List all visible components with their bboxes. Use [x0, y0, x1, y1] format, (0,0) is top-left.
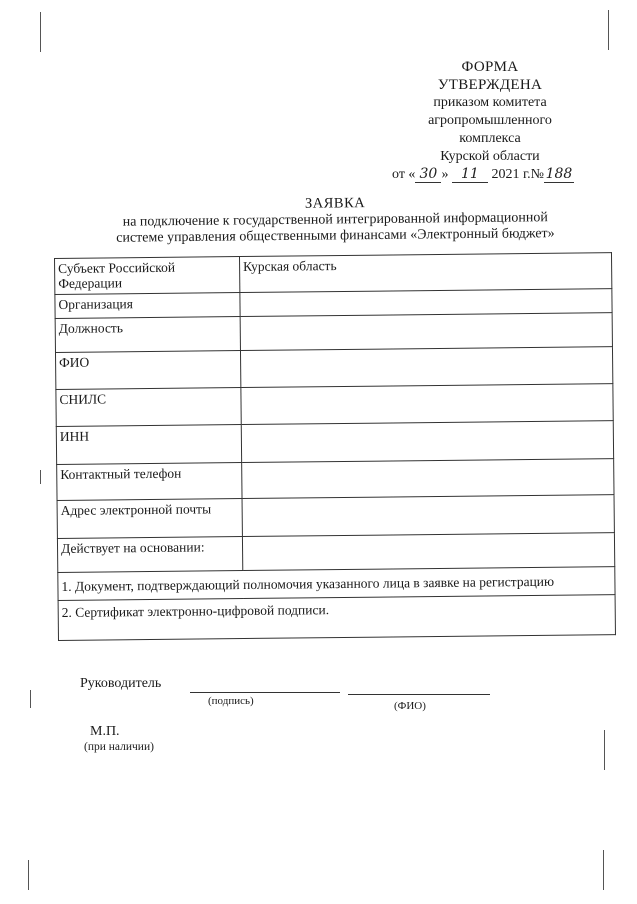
approval-committee-line: агропромышленного [428, 113, 552, 128]
form-label-full-name: ФИО [55, 351, 240, 390]
form-row [55, 313, 612, 353]
form-value-phone[interactable] [242, 459, 614, 499]
order-date-prefix: от « [392, 167, 416, 182]
attachment-item-authority: 1. Документ, подтверждающий полномочия указанного лица в заявке на регистрацию [58, 567, 615, 601]
form-label-inn: ИНН [56, 425, 241, 465]
form-row [58, 595, 615, 641]
scan-margin-mark [603, 850, 604, 890]
signature-caption: (подпись) [208, 695, 254, 707]
application-table [54, 252, 616, 641]
form-value-basis[interactable] [242, 533, 614, 571]
document-subtitle-line-1: на подключение к государственной интегрированной информационной [122, 210, 548, 230]
document-heading: ЗАЯВКА [304, 195, 366, 212]
order-date-day: 30 [415, 166, 441, 183]
order-number: 188 [545, 166, 573, 182]
order-date-year: 2021 г.№ [491, 167, 544, 182]
form-row [57, 459, 614, 501]
order-date-mid: » [441, 167, 449, 182]
form-value-region[interactable]: Курская область [239, 253, 611, 293]
form-row [56, 421, 613, 465]
stamp-note: (при наличии) [84, 741, 154, 753]
form-value-full-name[interactable] [240, 347, 612, 388]
scan-margin-mark [28, 860, 29, 890]
form-label-basis: Действует на основании: [57, 537, 242, 573]
attachment-item-certificate: 2. Сертификат электронно-цифровой подписи. [58, 595, 615, 641]
form-row [57, 495, 614, 539]
form-value-snils[interactable] [241, 384, 613, 425]
scan-margin-mark [604, 730, 605, 770]
form-label-organization: Организация [55, 293, 240, 319]
scan-margin-mark [40, 470, 41, 484]
form-label-snils: СНИЛС [56, 388, 241, 427]
scan-margin-mark [40, 12, 41, 52]
approval-stamp [400, 58, 580, 166]
order-date-month: 11 [452, 166, 488, 183]
form-row [56, 384, 613, 427]
form-label-email: Адрес электронной почты [57, 499, 242, 539]
form-label-region: Субъект Российской Федерации [55, 257, 240, 295]
approval-form-label: ФОРМА [461, 59, 519, 75]
head-label: Руководитель [80, 676, 162, 691]
stamp-label: М.П. [90, 724, 120, 739]
full-name-caption: (ФИО) [394, 700, 426, 712]
form-value-inn[interactable] [241, 421, 613, 463]
application-form [54, 252, 618, 641]
form-label-position: Должность [55, 317, 240, 353]
approval-order-line: приказом комитета [433, 95, 547, 110]
form-row [55, 347, 612, 390]
scan-margin-mark [30, 690, 31, 708]
approval-region-line: Курской области [440, 149, 540, 164]
form-row [55, 253, 612, 295]
document-subtitle-line-2: системе управления общественными финансами «Электронный бюджет» [116, 226, 555, 246]
full-name-line[interactable] [348, 694, 490, 695]
form-value-email[interactable] [242, 495, 614, 537]
document-title [90, 193, 580, 247]
approval-complex-line: комплекса [459, 131, 521, 146]
form-value-position[interactable] [240, 313, 612, 351]
form-label-phone: Контактный телефон [57, 463, 242, 501]
form-row [57, 533, 614, 573]
signature-line[interactable] [190, 692, 340, 693]
approval-approved-label: УТВЕРЖДЕНА [437, 77, 543, 93]
scan-margin-mark [608, 10, 609, 50]
order-date-line [392, 164, 592, 186]
